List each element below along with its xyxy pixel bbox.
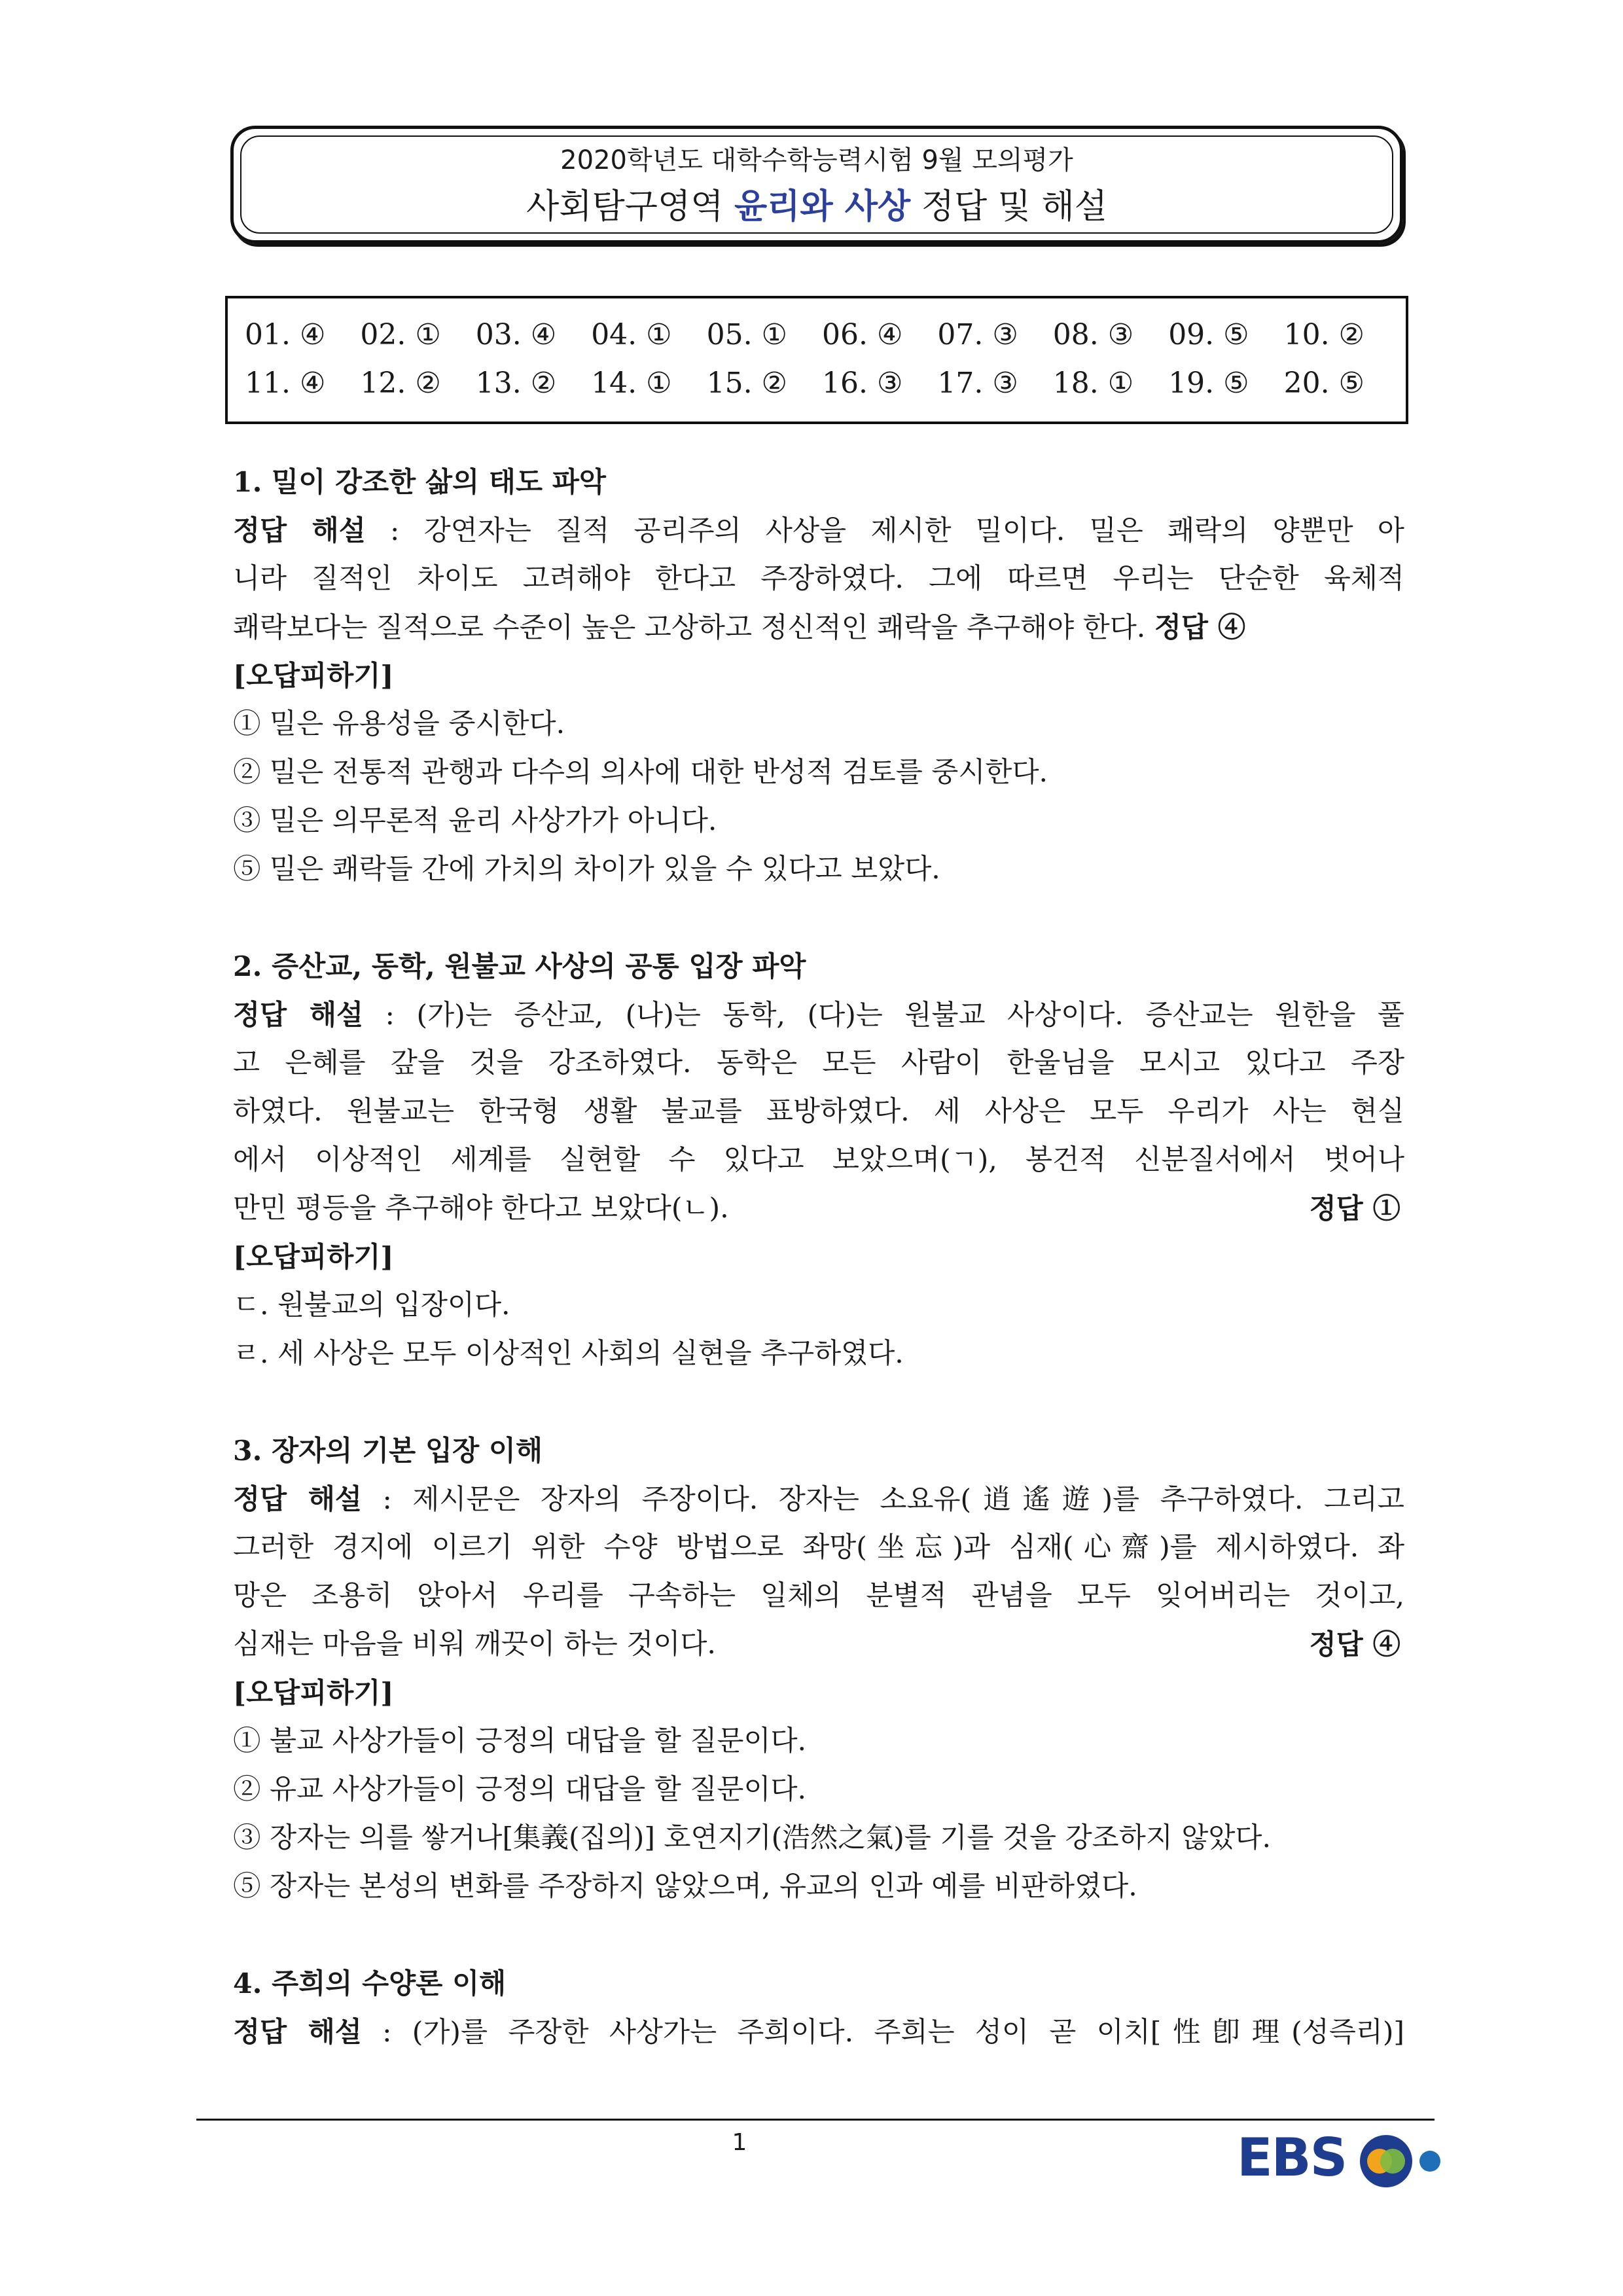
answer-key-table <box>225 296 1408 424</box>
exam-name: 2020학년도 대학수학능력시험 9월 모의평가 <box>560 145 1073 175</box>
section-3-line-2: 그러한 경지에 이르기 위한 수양 방법으로 좌망(坐忘)과 심재(心齋)를 제시하였다. 좌 <box>233 1532 1404 1564</box>
section-2-wrong-item: ㄹ. 세 사상은 모두 이상적인 사회의 실현을 추구하였다. <box>233 1338 904 1370</box>
section-3-line-1: 정답 해설 : 제시문은 장자의 주장이다. 장자는 소요유(逍遙遊)를 추구하였다. 그리고 <box>233 1483 1404 1516</box>
section-3-wrong-label: [오답피하기] <box>233 1677 394 1710</box>
section-4-line-1: 정답 해설 : (가)를 주장한 사상가는 주희이다. 주희는 성이 곧 이치[性卽理(성즉리)] <box>233 2016 1404 2049</box>
section-2-line-1: 정답 해설 : (가)는 증산교, (나)는 동학, (다)는 원불교 사상이다. 증산교는 원한을 풀 <box>233 999 1404 1031</box>
section-1-line-3: 쾌락보다는 질적으로 수준이 높은 고상하고 정신적인 쾌락을 추구해야 한다. 정답 ④ <box>233 611 1246 644</box>
answer-cell: 17. ③ <box>937 367 1018 400</box>
section-4-title: 4. 주희의 수양론 이해 <box>233 1967 507 2000</box>
explanation-label: 정답 해설 <box>233 999 364 1031</box>
section-3-wrong-item: ② 유교 사상가들이 긍정의 대답을 할 질문이다. <box>233 1774 807 1806</box>
answer-cell: 12. ② <box>360 367 441 400</box>
answer-cell: 18. ① <box>1052 367 1134 400</box>
section-3-title: 3. 장자의 기본 입장 이해 <box>233 1435 543 1467</box>
explanation-label: 정답 해설 <box>233 1483 362 1516</box>
section-gap <box>233 1378 1404 1427</box>
answer-cell: 08. ③ <box>1052 318 1134 351</box>
answer-cell: 16. ③ <box>821 367 903 400</box>
logo-dot <box>1419 2151 1440 2172</box>
answer-cell: 05. ① <box>706 318 787 351</box>
section-2-line-3: 하였다. 원불교는 한국형 생활 불교를 표방하였다. 세 사상은 모두 우리가 사는 현실 <box>233 1096 1404 1128</box>
answer-cell: 04. ① <box>591 318 672 351</box>
section-2-wrong-item: ㄷ. 원불교의 입장이다. <box>233 1289 510 1321</box>
ebs-logo <box>1237 2127 1453 2199</box>
section-2-line-5: 만민 평등을 추구해야 한다고 보았다(ㄴ). 정답 ① <box>233 1185 1404 1233</box>
explanation-label: 정답 해설 <box>233 514 366 547</box>
section-2-answer: 정답 ① <box>1309 1193 1400 1225</box>
answer-cell: 02. ① <box>360 318 441 351</box>
exam-title <box>234 179 1400 228</box>
section-1-wrong-item: ⑤ 밀은 쾌락들 간에 가치의 차이가 있을 수 있다고 보았다. <box>233 853 940 886</box>
answer-cell: 03. ④ <box>475 318 557 351</box>
explanation-content <box>233 458 1404 2056</box>
footer-rule <box>196 2119 1435 2121</box>
answer-cell: 15. ② <box>706 367 787 400</box>
section-3-line-3: 망은 조용히 앉아서 우리를 구속하는 일체의 분별적 관념을 모두 잊어버리는 것이고, <box>233 1580 1404 1612</box>
answer-cell: 09. ⑤ <box>1168 318 1249 351</box>
section-1-line-1: 정답 해설 : 강연자는 질적 공리주의 사상을 제시한 밀이다. 밀은 쾌락의 양뿐만 아 <box>233 514 1404 547</box>
ebs-logo-text: EBS <box>1237 2127 1347 2188</box>
answer-cell: 06. ④ <box>821 318 903 351</box>
section-3-wrong-item: ① 불교 사상가들이 긍정의 대답을 할 질문이다. <box>233 1725 807 1757</box>
document-header <box>230 126 1403 243</box>
logo-green <box>1380 2149 1405 2174</box>
answer-row-2 <box>245 367 1399 406</box>
section-2-line-4: 에서 이상적인 세계를 실현할 수 있다고 보았으며(ㄱ), 봉건적 신분질서에서 벗어나 <box>233 1144 1404 1176</box>
section-2-line-2: 고 은혜를 갚을 것을 강조하였다. 동학은 모든 사람이 한울님을 모시고 있다고 주장 <box>233 1047 1404 1079</box>
section-1-wrong-item: ① 밀은 유용성을 중시한다. <box>233 708 565 740</box>
section-2-title: 2. 증산교, 동학, 원불교 사상의 공통 입장 파악 <box>233 950 806 983</box>
section-1-title: 1. 밀이 강조한 삶의 태도 파악 <box>233 466 606 499</box>
answer-cell: 10. ② <box>1283 318 1364 351</box>
answer-cell: 11. ④ <box>245 367 326 400</box>
explanation-label: 정답 해설 <box>233 2016 362 2049</box>
title-suffix: 정답 및 해설 <box>910 187 1107 226</box>
answer-cell: 19. ⑤ <box>1168 367 1249 400</box>
section-gap <box>233 894 1404 942</box>
title-subject: 윤리와 사상 <box>734 187 911 226</box>
section-gap <box>233 1911 1404 1960</box>
section-3-wrong-item: ⑤ 장자는 본성의 변화를 주장하지 않았으며, 유교의 인과 예를 비판하였다. <box>233 1871 1137 1903</box>
section-3-wrong-item: ③ 장자는 의를 쌓거나[集義(집의)] 호연지기(浩然之氣)를 기를 것을 강조하지 않았다. <box>233 1822 1272 1854</box>
section-3-line-4: 심재는 마음을 비워 깨끗이 하는 것이다. 정답 ④ <box>233 1621 1404 1669</box>
answer-cell: 07. ③ <box>937 318 1018 351</box>
answer-cell: 01. ④ <box>245 318 326 351</box>
answer-cell: 14. ① <box>591 367 672 400</box>
title-prefix: 사회탐구영역 <box>526 187 734 226</box>
answer-cell: 13. ② <box>475 367 557 400</box>
section-2-wrong-label: [오답피하기] <box>233 1241 394 1274</box>
section-1-answer: 정답 ④ <box>1154 611 1246 644</box>
section-3-answer: 정답 ④ <box>1309 1628 1400 1661</box>
section-1-line-2: 니라 질적인 차이도 고려해야 한다고 주장하였다. 그에 따르면 우리는 단순한 육체적 <box>233 563 1404 595</box>
answer-row-1 <box>245 318 1399 357</box>
section-1-wrong-item: ③ 밀은 의무론적 윤리 사상가가 아니다. <box>233 805 717 837</box>
section-1-wrong-item: ② 밀은 전통적 관행과 다수의 의사에 대한 반성적 검토를 중시한다. <box>233 757 1048 789</box>
ebs-logo-mark-icon <box>1237 2127 1453 2199</box>
page-number: 1 <box>732 2129 747 2156</box>
section-1-wrong-label: [오답피하기] <box>233 660 394 692</box>
answer-cell: 20. ⑤ <box>1283 367 1364 400</box>
